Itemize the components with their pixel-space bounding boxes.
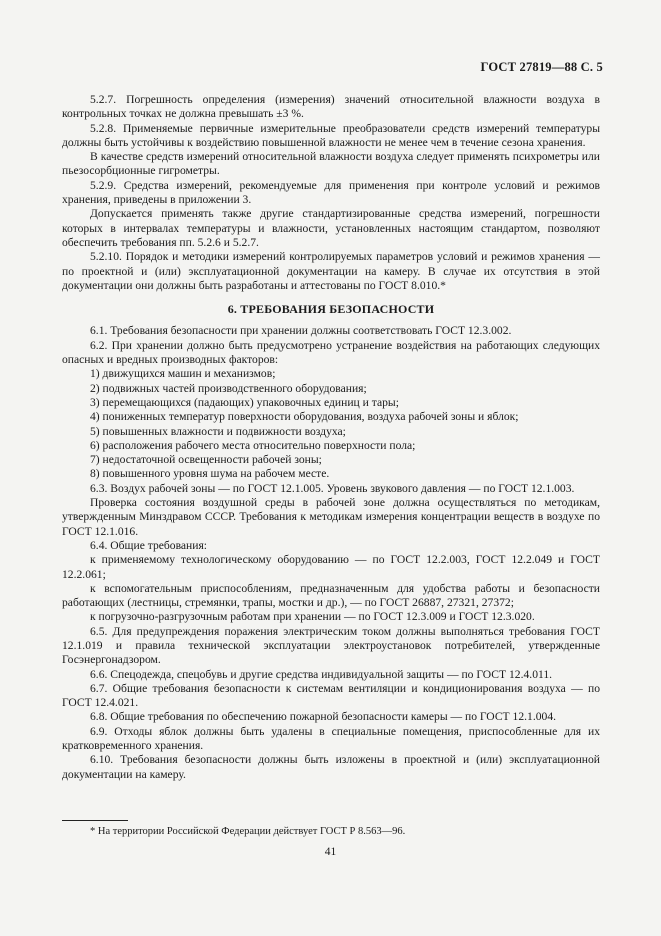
list-item: 6) расположения рабочего места относительно поверхности пола; [90, 438, 416, 452]
paragraph-other-instruments: Допускается применять также другие стандартизированные средства измерений, погрешности которых в интервалах температуры и влажности, установленных настоящим стандартом, позволяют обеспечить требования пп. 5.2.6 и 5.2.7. [62, 207, 600, 249]
paragraph-auxiliary: к вспомогательным приспособлениям, предназначенным для удобства работы и безопасности работающих (лестницы, стремянки, трапы, мостки и др.), — по ГОСТ 26887, 27321, 27372; [62, 581, 600, 610]
paragraph-6-3: 6.3. Воздух рабочей зоны — по ГОСТ 12.1.005. Уровень звукового давления — по ГОСТ 12.1.003. [90, 481, 575, 495]
document-body [62, 93, 600, 782]
paragraph-6-4: 6.4. Общие требования: [90, 538, 208, 552]
footnote-divider [62, 820, 128, 821]
paragraph-6-7: 6.7. Общие требования безопасности к системам вентиляции и кондиционирования воздуха — по ГОСТ 12.4.021. [62, 681, 600, 710]
list-item: 4) пониженных температур поверхности оборудования, воздуха рабочей зоны и яблок; [90, 410, 519, 424]
paragraph-6-10: 6.10. Требования безопасности должны быть изложены в проектной и (или) эксплуатационной документации на камеру. [62, 753, 600, 781]
list-item: 2) подвижных частей производственного оборудования; [90, 381, 367, 395]
paragraph-5-2-7: 5.2.7. Погрешность определения (измерения) значений относительной влажности воздуха в контрольных точках не должна превышать ±3 %. [62, 93, 600, 121]
paragraph-5-2-10: 5.2.10. Порядок и методики измерений контролируемых параметров условий и режимов хранения — по проектной и (или) эксплуатационной документации на камеру. В случае их отсутствия в этой документации они должны быть разработаны и аттестованы по ГОСТ 8.010.* [62, 250, 600, 292]
page-header: ГОСТ 27819—88 С. 5 [480, 60, 603, 74]
hazard-list [62, 367, 600, 481]
paragraph-6-6: 6.6. Спецодежда, спецобувь и другие средства индивидуальной защиты — по ГОСТ 12.4.011. [90, 667, 553, 681]
list-item: 1) движущихся машин и механизмов; [90, 367, 276, 381]
paragraph-6-1: 6.1. Требования безопасности при хранении должны соответствовать ГОСТ 12.3.002. [90, 324, 512, 338]
paragraph-5-2-8: 5.2.8. Применяемые первичные измерительные преобразователи средств измерений температуры должны быть устойчивы к воздействию повышенной влажности не менее чем в течение сезона хранения. [62, 121, 600, 149]
paragraph-6-8: 6.8. Общие требования по обеспечению пожарной безопасности камеры — по ГОСТ 12.1.004. [90, 710, 557, 724]
paragraph-6-2: 6.2. При хранении должно быть предусмотрено устранение воздействия на работающих следующих опасных и вредных производных факторов: [62, 338, 600, 367]
footnote: * На территории Российской Федерации действует ГОСТ Р 8.563—96. [90, 826, 406, 837]
page-number: 41 [324, 846, 337, 858]
list-item: 5) повышенных влажности и подвижности воздуха; [90, 424, 346, 438]
paragraph-psychrometers: В качестве средств измерений относительной влажности воздуха следует применять психрометры или пьезосорбционные гигрометры. [62, 150, 600, 178]
paragraph-5-2-9: 5.2.9. Средства измерений, рекомендуемые для применения при контроле условий и режимов хранения, приведены в приложении 3. [62, 178, 600, 207]
list-item: 3) перемещающихся (падающих) упаковочных единиц и тары; [90, 395, 399, 409]
list-item: 8) повышенного уровня шума на рабочем месте. [90, 467, 330, 481]
paragraph-6-5: 6.5. Для предупреждения поражения электрическим током должны выполняться требования ГОСТ 12.1.019 и правила технической эксплуатации электроустановок потребителей, утвержденные Госэнергонадзором. [62, 624, 600, 667]
list-item: 7) недостаточной освещенности рабочей зоны; [90, 453, 322, 467]
paragraph-equipment: к применяемому технологическому оборудованию — по ГОСТ 12.2.003, ГОСТ 12.2.049 и ГОСТ 12.2.061; [62, 553, 600, 581]
paragraph-loading: к погрузочно-разгрузочным работам при хранении — по ГОСТ 12.3.009 и ГОСТ 12.3.020. [90, 610, 535, 624]
section-title: 6. ТРЕБОВАНИЯ БЕЗОПАСНОСТИ [227, 302, 435, 317]
paragraph-6-9: 6.9. Отходы яблок должны быть удалены в специальные помещения, приспособленные для их кратковременного хранения. [62, 724, 600, 753]
paragraph-air-check: Проверка состояния воздушной среды в рабочей зоне должна осуществляться по методикам, утвержденным Минздравом СССР. Требования к методикам измерения концентрации веществ в воздухе по ГОСТ 12.1.016. [62, 496, 600, 538]
